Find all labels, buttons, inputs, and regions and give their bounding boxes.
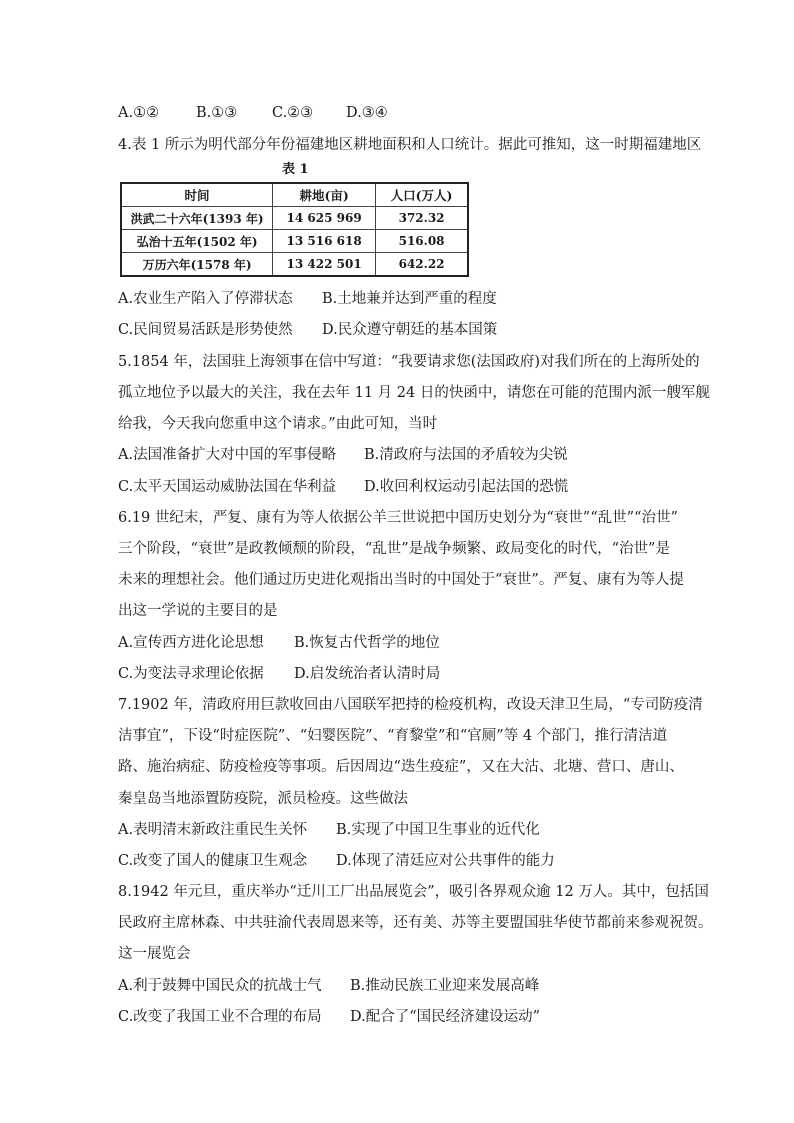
q5-option-a: A.法国准备扩大对中国的军事侵略 (118, 447, 337, 463)
table-cell: 642.22 (376, 253, 468, 277)
q8-option-c: C.改变了我国工业不合理的布局 (118, 1009, 322, 1025)
table-cell: 14 625 969 (273, 207, 376, 230)
q8-stem-line: 这一展览会 (118, 946, 191, 962)
q7-option-d: D.体现了清廷应对公共事件的能力 (336, 853, 555, 869)
q6-option-b: B.恢复古代哲学的地位 (294, 635, 440, 651)
table-cell: 516.08 (376, 230, 468, 253)
q5-option-c: C.太平天国运动威胁法国在华利益 (118, 479, 337, 495)
q8-option-a: A.利于鼓舞中国民众的抗战士气 (118, 978, 322, 994)
q4-option-a: A.农业生产陷入了停滞状态 (118, 291, 293, 307)
q7-stem-line: 秦皇岛当地添置防疫院，派员检疫。这些做法 (118, 791, 408, 807)
q3-option-c: C.②③ (272, 105, 314, 121)
table-row (121, 207, 468, 230)
q5-stem-line: 孤立地位予以最大的关注，我在去年 11 月 24 日的快函中，请您在可能的范围内派一艘军舰 (118, 385, 710, 401)
table-row (121, 253, 468, 277)
table-cell: 弘治十五年(1502 年) (121, 230, 273, 253)
q7-stem-line: 洁事宜”，下设“时症医院”、“妇婴医院”、“育黎堂”和“官厕”等 4 个部门，推行清洁道 (118, 728, 668, 744)
q6-stem-line: 出这一学说的主要目的是 (118, 603, 278, 619)
table-cell: 372.32 (376, 207, 468, 230)
q6-stem-line: 三个阶段，“衰世”是政教倾颓的阶段，“乱世”是战争频繁、政局变化的时代，“治世”是 (118, 541, 670, 557)
table-header-cell: 耕地(亩) (273, 183, 376, 207)
table-cell: 13 422 501 (273, 253, 376, 277)
q4-option-c: C.民间贸易活跃是形势使然 (118, 322, 293, 338)
table-header-cell: 时间 (121, 183, 273, 207)
q7-option-a: A.表明清末新政注重民生关怀 (118, 822, 308, 838)
q5-stem-line: 给我，今天我向您重申这个请求。”由此可知，当时 (118, 416, 438, 432)
q4-option-d: D.民众遵守朝廷的基本国策 (322, 322, 498, 338)
q7-option-b: B.实现了中国卫生事业的近代化 (336, 822, 540, 838)
q7-stem-line: 7.1902 年，清政府用巨款收回由八国联军把持的检疫机构，改设天津卫生局，“专司防疫清 (118, 697, 703, 713)
q8-stem-line: 民政府主席林森、中共驻渝代表周恩来等，还有美、苏等主要盟国驻华使节都前来参观祝贺。 (118, 915, 713, 931)
q5-option-b: B.清政府与法国的矛盾较为尖锐 (364, 447, 568, 463)
table-header-row (121, 183, 468, 207)
q7-option-c: C.改变了国人的健康卫生观念 (118, 853, 308, 869)
q3-option-b: B.①③ (196, 105, 238, 121)
q5-stem-line: 5.1854 年，法国驻上海领事在信中写道：“我要请求您(法国政府)对我们所在的上海所处的 (118, 354, 700, 370)
table-cell: 洪武二十六年(1393 年) (121, 207, 273, 230)
q8-option-d: D.配合了“国民经济建设运动” (350, 1009, 541, 1025)
q7-stem-line: 路、施治病症、防疫检疫等事项。后因周边“迭生疫症”，又在大沽、北塘、营口、唐山、 (118, 759, 684, 775)
table-cell: 13 516 618 (273, 230, 376, 253)
q6-option-c: C.为变法寻求理论依据 (118, 666, 264, 682)
q8-option-b: B.推动民族工业迎来发展高峰 (350, 978, 540, 994)
table-header-cell: 人口(万人) (376, 183, 468, 207)
q6-option-d: D.启发统治者认清时局 (294, 666, 441, 682)
table-1 (120, 182, 469, 277)
table-row (121, 230, 468, 253)
q8-stem-line: 8.1942 年元旦，重庆举办“迁川工厂出品展览会”，吸引各界观众逾 12 万人。其中，包括国 (118, 884, 709, 900)
q3-option-d: D.③④ (346, 105, 388, 121)
q3-option-a: A.①② (118, 105, 160, 121)
q5-option-d: D.收回利权运动引起法国的恐慌 (364, 479, 569, 495)
table-cell: 万历六年(1578 年) (121, 253, 273, 277)
q6-stem-line: 未来的理想社会。他们通过历史进化观指出当时的中国处于“衰世”。严复、康有为等人提 (118, 572, 684, 588)
q6-option-a: A.宣传西方进化论思想 (118, 635, 264, 651)
q4-option-b: B.土地兼并达到严重的程度 (322, 291, 497, 307)
table-1-title: 表 1 (282, 162, 309, 177)
q4-stem: 4.表 1 所示为明代部分年份福建地区耕地面积和人口统计。据此可推知，这一时期福建地区 (118, 137, 702, 153)
q6-stem-line: 6.19 世纪末，严复、康有为等人依据公羊三世说把中国历史划分为“衰世”“乱世”“治世” (118, 510, 678, 526)
